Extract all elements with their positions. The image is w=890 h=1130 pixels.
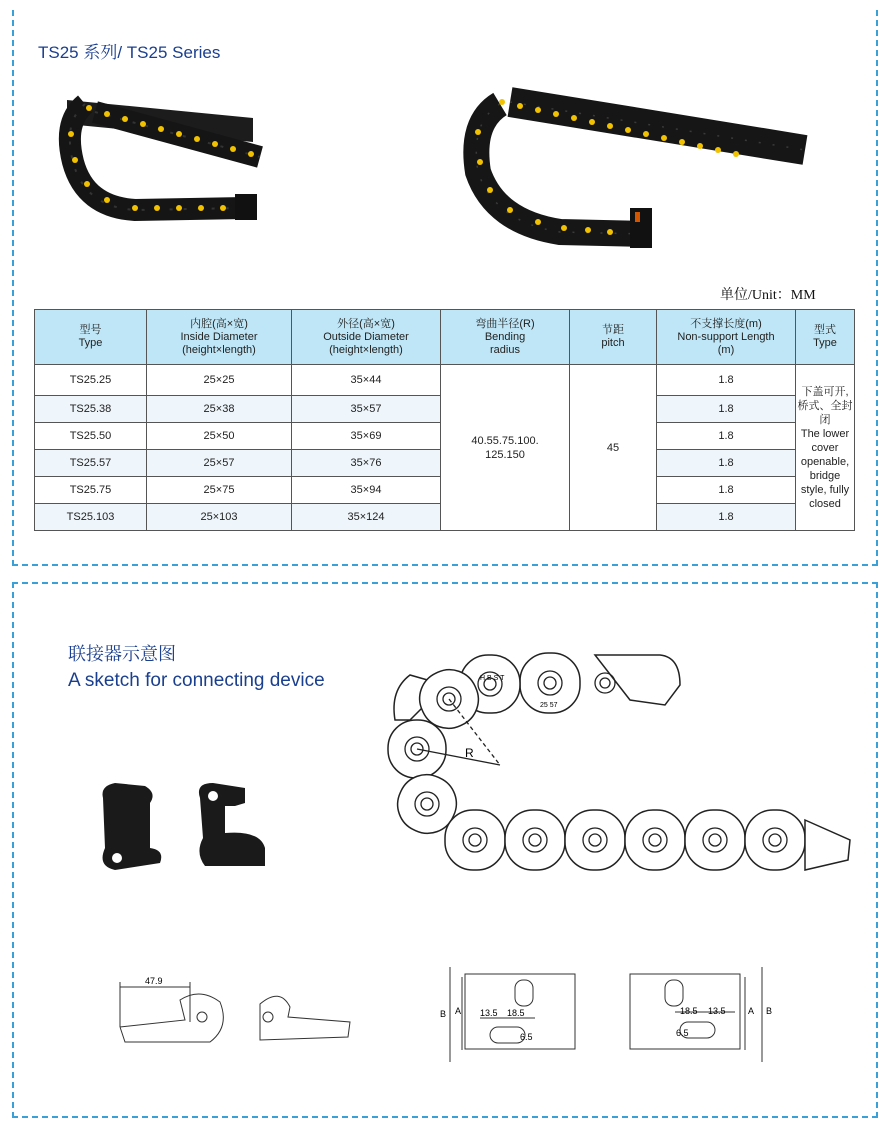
dim-a-left: A: [455, 1006, 462, 1016]
link-mark-a: H B S T: [480, 675, 505, 682]
cell-inside: 25×75: [147, 477, 292, 504]
dimension-drawing-left: [435, 962, 595, 1067]
cell-bending-radius: 40.55.75.100. 125.150: [441, 365, 570, 531]
header-outside-diameter: 外径(高×宽) Outside Diameter (height×length): [292, 310, 441, 365]
cell-outside: 35×76: [292, 450, 441, 477]
dim-18-5-right: 18.5: [680, 1006, 698, 1016]
header-non-support-length: 不支撑长度(m) Non-support Length (m): [657, 310, 796, 365]
cell-pitch: 45: [570, 365, 657, 531]
chain-photo-open: [55, 82, 270, 242]
dimension-drawing-right: [620, 962, 780, 1067]
cell-length: 1.8: [657, 423, 796, 450]
cell-length: 1.8: [657, 450, 796, 477]
cell-model: TS25.50: [35, 423, 147, 450]
cell-model: TS25.25: [35, 365, 147, 396]
dim-a-right: A: [748, 1006, 755, 1016]
cell-inside: 25×57: [147, 450, 292, 477]
cell-outside: 35×124: [292, 504, 441, 531]
cell-inside: 25×38: [147, 396, 292, 423]
cell-outside: 35×57: [292, 396, 441, 423]
connector-title-cn: 联接器示意图: [68, 644, 176, 664]
cell-model: TS25.103: [35, 504, 147, 531]
cell-outside: 35×69: [292, 423, 441, 450]
radius-label: R: [465, 746, 474, 760]
unit-label: 单位/Unit：MM: [720, 288, 816, 303]
cell-model: TS25.38: [35, 396, 147, 423]
dim-13-5-right: 13.5: [708, 1006, 726, 1016]
cell-model: TS25.57: [35, 450, 147, 477]
series-title: TS25 系列/ TS25 Series: [38, 43, 221, 62]
dim-6-5-right: 6.5: [676, 1028, 689, 1038]
connector-parts-photo: [95, 778, 275, 873]
cell-inside: 25×103: [147, 504, 292, 531]
header-bending-radius: 弯曲半径(R) Bending radius: [441, 310, 570, 365]
dim-6-5-left: 6.5: [520, 1032, 533, 1042]
connector-profile-drawing: [110, 972, 355, 1047]
cell-type-desc: 下盖可开, 桥式、全封闭 The lower cover openable, bridge style, fully closed: [796, 365, 855, 531]
cell-length: 1.8: [657, 504, 796, 531]
header-type: 型式 Type: [796, 310, 855, 365]
cell-length: 1.8: [657, 365, 796, 396]
header-pitch: 节距 pitch: [570, 310, 657, 365]
chain-photo-closed: [460, 82, 825, 252]
chain-link-sketch: [380, 645, 870, 885]
spec-table: [34, 309, 855, 531]
cell-inside: 25×25: [147, 365, 292, 396]
cell-outside: 35×94: [292, 477, 441, 504]
link-mark-b: 25 57: [540, 702, 558, 709]
dim-b-left: B: [440, 1009, 447, 1019]
cell-length: 1.8: [657, 477, 796, 504]
cell-model: TS25.75: [35, 477, 147, 504]
dim-b-right: B: [766, 1006, 773, 1016]
cell-inside: 25×50: [147, 423, 292, 450]
header-inside-diameter: 内腔(高×宽) Inside Diameter (height×length): [147, 310, 292, 365]
table-row: [35, 365, 855, 396]
dim-18-5-left: 18.5: [507, 1008, 525, 1018]
header-model: 型号 Type: [35, 310, 147, 365]
table-header-row: [35, 310, 855, 365]
connector-title-en: A sketch for connecting device: [68, 670, 325, 691]
dim-width: 47.9: [145, 976, 163, 986]
cell-outside: 35×44: [292, 365, 441, 396]
cell-length: 1.8: [657, 396, 796, 423]
dim-13-5-left: 13.5: [480, 1008, 498, 1018]
